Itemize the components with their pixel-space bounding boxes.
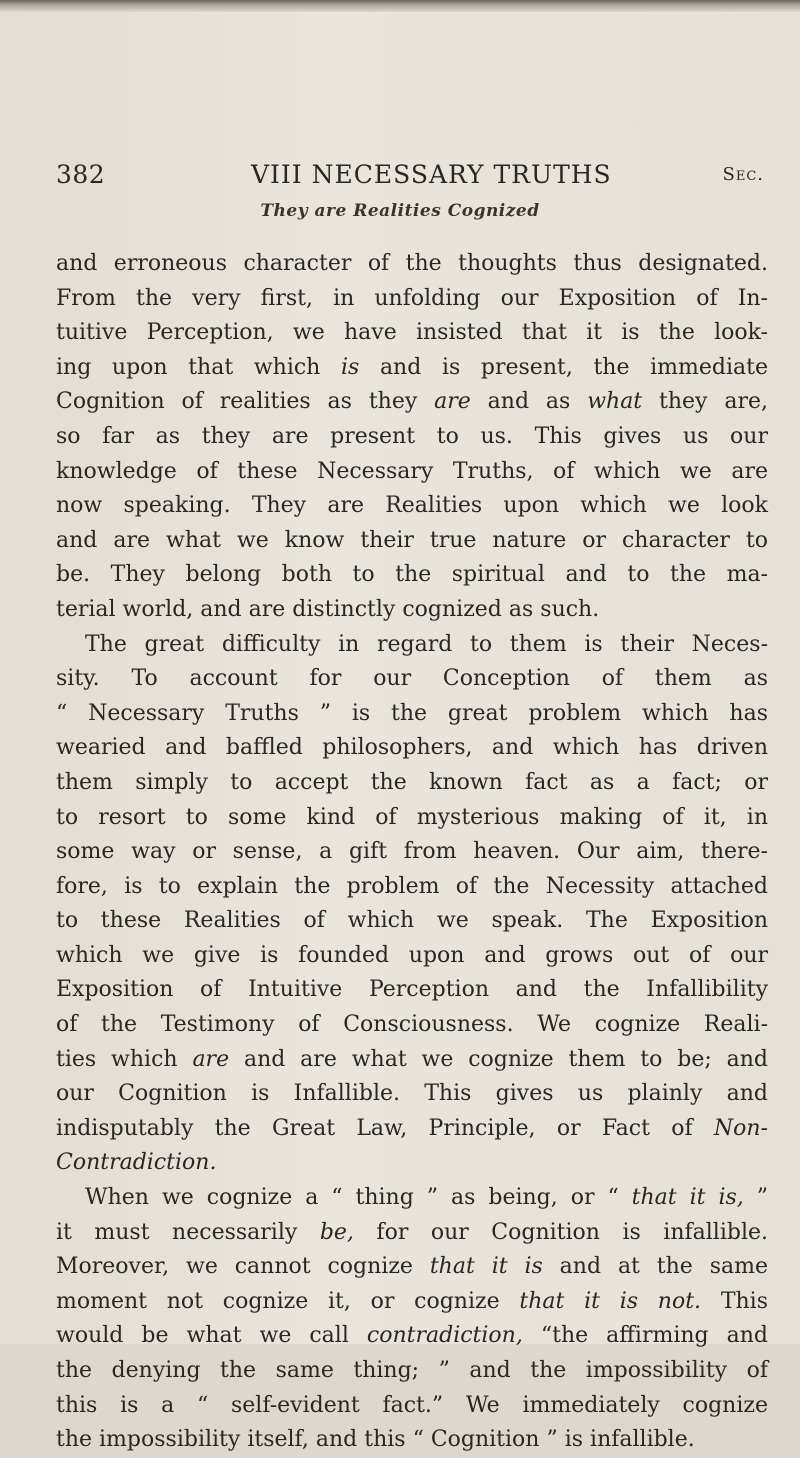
text-run: tuitive Perception, we have insisted that it is the look- (56, 320, 768, 346)
text-line (56, 731, 768, 766)
text-line (56, 939, 768, 974)
page-number: 382 (56, 160, 106, 189)
text-run: and erroneous character of the thoughts thus designated. (56, 251, 768, 276)
text-line (56, 420, 768, 455)
text-run: ing upon that which (56, 354, 341, 380)
text-run: of the Testimony of Consciousness. We cognize Reali- (56, 1012, 768, 1038)
body-text (56, 247, 768, 1458)
italic-text: are (434, 389, 471, 415)
text-run: fore, is to explain the problem of the Necessity attached (56, 873, 768, 899)
italic-text: that it is not. (519, 1288, 702, 1314)
text-run: and are what we cognize them to be; and (229, 1046, 768, 1072)
text-line (56, 385, 768, 420)
text-run: so far as they are present to us. This gives us our (56, 423, 768, 449)
text-line (56, 904, 768, 939)
text-run: This (701, 1288, 768, 1314)
text-run: Exposition of Intuitive Perception and the Infallibility (56, 977, 768, 1003)
text-run: and as (470, 389, 588, 415)
text-line (56, 558, 768, 593)
text-line (56, 1319, 768, 1354)
text-run: the denying the same thing; ” and the impossibility of (56, 1358, 768, 1383)
text-line (56, 1250, 768, 1285)
text-run: knowledge of these Necessary Truths, of which we are (56, 458, 768, 484)
text-run: our Cognition is Infallible. This gives us plainly and (56, 1081, 768, 1107)
text-run: indisputably the Great Law, Principle, or Fact of (56, 1115, 714, 1141)
text-run: moment not cognize it, or cognize (56, 1288, 520, 1314)
text-line (56, 1181, 768, 1216)
text-line (56, 1008, 768, 1043)
text-run: “the affirming and (522, 1323, 769, 1349)
text-line (56, 455, 768, 490)
text-line (56, 1112, 768, 1147)
text-run: Moreover, we cannot cognize (56, 1254, 430, 1280)
italic-text: are (192, 1046, 230, 1072)
text-line (56, 973, 768, 1008)
text-run: and is present, the immediate (359, 354, 769, 380)
text-run: and at the same (542, 1254, 768, 1280)
text-run: terial world, and are distinctly cognized as such. (56, 596, 600, 622)
text-run: ” (743, 1185, 768, 1211)
text-run: to resort to some kind of mysterious making of it, in (56, 804, 768, 830)
paragraph (56, 247, 768, 628)
text-line (56, 835, 768, 870)
text-run: and are what we know their true nature or character to (56, 527, 768, 553)
text-line (56, 1216, 768, 1251)
text-run: some way or sense, a gift from heaven. Our aim, there- (56, 839, 768, 865)
text-run: sity. To account for our Conception of them as (56, 666, 768, 692)
italic-text: Non- (713, 1115, 768, 1141)
text-line (56, 1043, 768, 1078)
running-head (56, 160, 764, 200)
text-run: From the very first, in unfolding our Exposition of In- (56, 285, 768, 311)
chapter-title: VIII NECESSARY TRUTHS (251, 160, 612, 189)
italic-text: Contradiction. (56, 1150, 217, 1176)
text-run: them simply to accept the known fact as a fact; or (56, 769, 768, 795)
text-line (56, 870, 768, 905)
text-line (56, 662, 768, 697)
text-run: it must necessarily (56, 1219, 320, 1245)
italic-text: what (587, 389, 643, 415)
italic-text: that it is (429, 1254, 543, 1280)
text-run: which we give is founded upon and grows out of our (56, 942, 768, 968)
paragraph (56, 1181, 768, 1458)
text-line (56, 697, 768, 732)
text-run: When we cognize a “ thing ” as being, or “ (85, 1185, 632, 1211)
text-run: ties which (56, 1046, 193, 1072)
text-line (56, 801, 768, 836)
italic-text: contradiction, (366, 1323, 523, 1349)
text-line (56, 1077, 768, 1112)
marginal-note: They are Realities Cognized (260, 201, 540, 221)
text-line (56, 316, 768, 351)
text-line (56, 282, 768, 317)
text-run: be. They belong both to the spiritual and to the ma- (56, 562, 768, 588)
text-run: to these Realities of which we speak. The Exposition (56, 908, 768, 934)
text-run: this is a “ self-evident fact.” We immediately cognize (56, 1392, 768, 1418)
text-line (56, 1354, 768, 1389)
page-top-shadow (0, 0, 800, 12)
text-run: now speaking. They are Realities upon which we look (56, 493, 768, 519)
text-line (56, 766, 768, 801)
text-run: wearied and baffled philosophers, and which has driven (56, 735, 768, 761)
text-line (56, 593, 768, 628)
text-line (56, 1146, 768, 1181)
text-run: “ Necessary Truths ” is the great problem which has (56, 700, 768, 726)
italic-text: that it is, (631, 1185, 744, 1211)
text-line (56, 524, 768, 559)
text-line (56, 247, 768, 282)
text-run: The great difficulty in regard to them is their Neces- (85, 631, 768, 657)
text-line (56, 489, 768, 524)
text-line (56, 628, 768, 663)
text-run: the impossibility itself, and this “ Cognition ” is infallible. (56, 1427, 695, 1453)
text-run: Cognition of realities as they (56, 389, 435, 415)
text-line (56, 1423, 768, 1458)
section-label: Sec. (722, 164, 764, 185)
italic-text: is (340, 354, 360, 380)
italic-text: be, (319, 1219, 354, 1245)
text-line (56, 351, 768, 386)
text-run: they are, (642, 389, 768, 415)
text-run: for our Cognition is infallible. (353, 1219, 768, 1245)
text-line (56, 1285, 768, 1320)
text-line (56, 1389, 768, 1424)
paragraph (56, 628, 768, 1182)
text-run: would be what we call (56, 1323, 367, 1349)
